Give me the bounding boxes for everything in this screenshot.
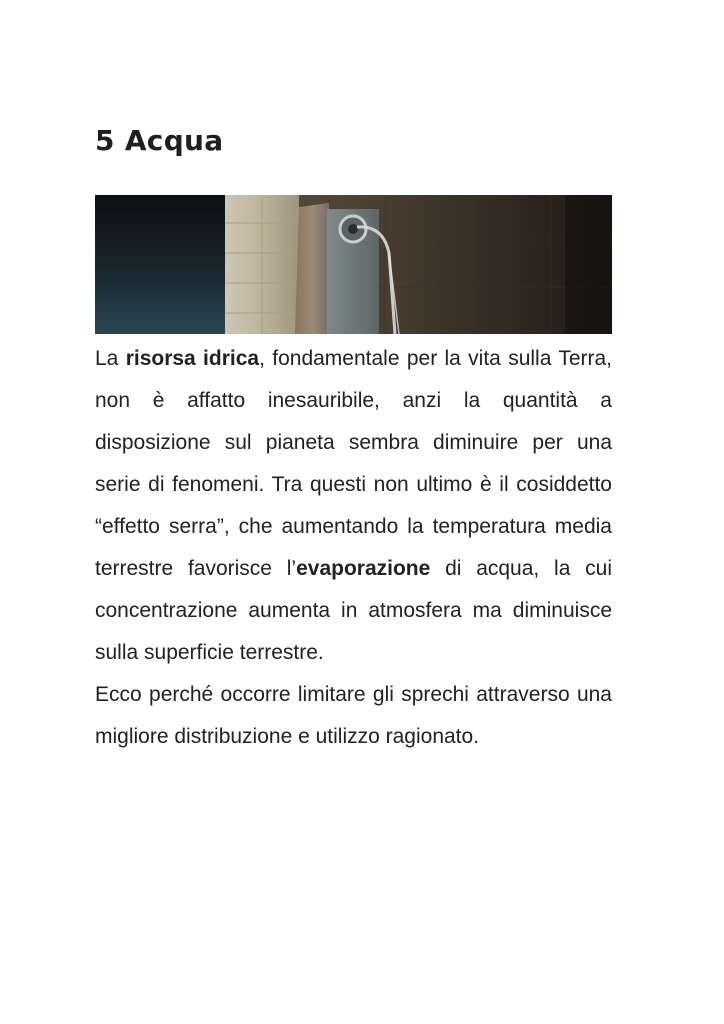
section-title: 5 Acqua <box>95 124 224 157</box>
paragraph-text: La <box>95 347 126 370</box>
bold-term-risorsa-idrica: risorsa idrica <box>125 347 260 370</box>
bold-term-evaporazione: evaporazione <box>296 557 431 580</box>
paragraph-water-resource <box>95 338 612 674</box>
paragraph-limit-waste: Ecco perché occorre limitare gli sprechi attraverso una migliore distribuzione e utilizzo ragionato. <box>95 683 612 748</box>
water-fountain-photo <box>95 195 612 334</box>
paragraph-text: di acqua, la cui concentrazione aumenta in atmosfera ma diminuisce sulla superficie terrestre. <box>95 557 612 664</box>
body-text <box>95 338 612 758</box>
paragraph-text: , fondamentale per la vita sulla Terra, non è affatto inesauribile, anzi la quantità a disposizione sul pianeta sembra diminuire per una serie di fenomeni. Tra questi non ultimo è il cosiddetto “effetto serra”, che aumentando la temperatura media terrestre favorisce l’ <box>95 347 613 580</box>
